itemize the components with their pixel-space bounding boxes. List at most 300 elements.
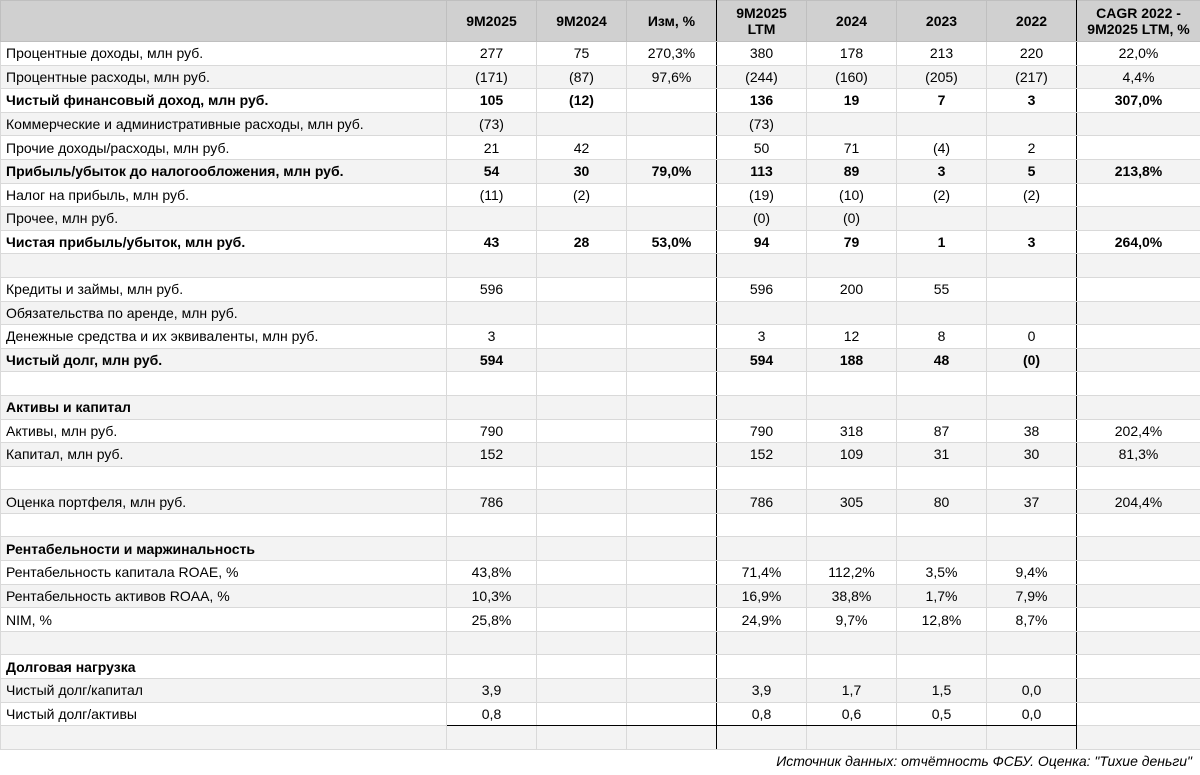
- value-cell: 19: [807, 89, 897, 113]
- table-row: [1, 136, 1200, 160]
- value-cell: 37: [987, 490, 1077, 514]
- value-cell: [897, 301, 987, 325]
- value-cell: [627, 89, 717, 113]
- row-label: Рентабельность капитала ROAE, %: [1, 561, 447, 585]
- value-cell: [537, 490, 627, 514]
- value-cell: [987, 466, 1077, 490]
- row-label: Коммерческие и административные расходы, млн руб.: [1, 112, 447, 136]
- value-cell: [627, 372, 717, 396]
- row-label: Капитал, млн руб.: [1, 443, 447, 467]
- table-row: [1, 348, 1200, 372]
- value-cell: [1077, 537, 1200, 561]
- row-label: Оценка портфеля, млн руб.: [1, 490, 447, 514]
- table-row: [1, 159, 1200, 183]
- value-cell: [987, 372, 1077, 396]
- row-label: Кредиты и займы, млн руб.: [1, 277, 447, 301]
- value-cell: [627, 631, 717, 655]
- value-cell: [897, 395, 987, 419]
- value-cell: [807, 631, 897, 655]
- value-cell: 1,5: [897, 679, 987, 703]
- value-cell: [627, 726, 717, 750]
- value-cell: 596: [447, 277, 537, 301]
- value-cell: [537, 608, 627, 632]
- row-label: [1, 254, 447, 278]
- value-cell: 3: [717, 325, 807, 349]
- value-cell: [537, 207, 627, 231]
- value-cell: 264,0%: [1077, 230, 1200, 254]
- row-label: [1, 466, 447, 490]
- value-cell: 38: [987, 419, 1077, 443]
- value-cell: 8: [897, 325, 987, 349]
- value-cell: [717, 513, 807, 537]
- value-cell: [627, 702, 717, 726]
- table-row: [1, 726, 1200, 750]
- value-cell: [717, 301, 807, 325]
- value-cell: 380: [717, 42, 807, 66]
- value-cell: [987, 655, 1077, 679]
- value-cell: [537, 348, 627, 372]
- value-cell: (0): [987, 348, 1077, 372]
- value-cell: [447, 537, 537, 561]
- value-cell: [1077, 277, 1200, 301]
- value-cell: 113: [717, 159, 807, 183]
- value-cell: (244): [717, 65, 807, 89]
- value-cell: 3,5%: [897, 561, 987, 585]
- value-cell: [537, 254, 627, 278]
- value-cell: 38,8%: [807, 584, 897, 608]
- value-cell: [987, 207, 1077, 231]
- value-cell: 3,9: [447, 679, 537, 703]
- value-cell: 31: [897, 443, 987, 467]
- value-cell: 178: [807, 42, 897, 66]
- value-cell: [537, 325, 627, 349]
- value-cell: [627, 513, 717, 537]
- table-row: [1, 466, 1200, 490]
- value-cell: 89: [807, 159, 897, 183]
- row-label: Процентные доходы, млн руб.: [1, 42, 447, 66]
- value-cell: 3: [987, 230, 1077, 254]
- value-cell: [1077, 726, 1200, 750]
- value-cell: 9,4%: [987, 561, 1077, 585]
- table-row: [1, 254, 1200, 278]
- table-row: [1, 584, 1200, 608]
- column-header: 9M2025: [447, 1, 537, 42]
- value-cell: 790: [717, 419, 807, 443]
- value-cell: 220: [987, 42, 1077, 66]
- value-cell: [987, 726, 1077, 750]
- row-label: Прибыль/убыток до налогообложения, млн руб.: [1, 159, 447, 183]
- value-cell: 3: [987, 89, 1077, 113]
- value-cell: [537, 443, 627, 467]
- value-cell: 0,8: [717, 702, 807, 726]
- value-cell: [627, 395, 717, 419]
- value-cell: [627, 136, 717, 160]
- value-cell: (73): [717, 112, 807, 136]
- value-cell: 48: [897, 348, 987, 372]
- value-cell: 0,6: [807, 702, 897, 726]
- value-cell: [717, 372, 807, 396]
- table-row: [1, 419, 1200, 443]
- value-cell: 596: [717, 277, 807, 301]
- value-cell: [627, 207, 717, 231]
- value-cell: [1077, 631, 1200, 655]
- footer-divider: [0, 749, 1200, 750]
- table-row: [1, 679, 1200, 703]
- value-cell: [717, 726, 807, 750]
- value-cell: [807, 301, 897, 325]
- value-cell: [1077, 608, 1200, 632]
- row-label: Процентные расходы, млн руб.: [1, 65, 447, 89]
- value-cell: [1077, 395, 1200, 419]
- value-cell: [537, 419, 627, 443]
- header-label-column: [1, 1, 447, 42]
- value-cell: [807, 513, 897, 537]
- value-cell: 1,7: [807, 679, 897, 703]
- value-cell: [807, 254, 897, 278]
- value-cell: 30: [987, 443, 1077, 467]
- value-cell: (160): [807, 65, 897, 89]
- value-cell: [447, 726, 537, 750]
- value-cell: [447, 207, 537, 231]
- value-cell: [447, 372, 537, 396]
- value-cell: [897, 372, 987, 396]
- value-cell: [447, 301, 537, 325]
- value-cell: [897, 112, 987, 136]
- value-cell: [1077, 112, 1200, 136]
- value-cell: [627, 254, 717, 278]
- row-label: [1, 513, 447, 537]
- value-cell: [987, 277, 1077, 301]
- value-cell: 79: [807, 230, 897, 254]
- value-cell: 270,3%: [627, 42, 717, 66]
- value-cell: 318: [807, 419, 897, 443]
- value-cell: 786: [717, 490, 807, 514]
- value-cell: (4): [897, 136, 987, 160]
- row-label: Чистый долг/активы: [1, 702, 447, 726]
- value-cell: 109: [807, 443, 897, 467]
- value-cell: (11): [447, 183, 537, 207]
- value-cell: [627, 679, 717, 703]
- value-cell: [627, 561, 717, 585]
- column-header: 2022: [987, 1, 1077, 42]
- value-cell: [717, 466, 807, 490]
- value-cell: (2): [897, 183, 987, 207]
- row-label: Чистый долг, млн руб.: [1, 348, 447, 372]
- value-cell: 80: [897, 490, 987, 514]
- value-cell: 3: [447, 325, 537, 349]
- value-cell: 10,3%: [447, 584, 537, 608]
- table-row: [1, 702, 1200, 726]
- value-cell: 4,4%: [1077, 65, 1200, 89]
- row-label: Рентабельности и маржинальность: [1, 537, 447, 561]
- value-cell: 9,7%: [807, 608, 897, 632]
- value-cell: (2): [987, 183, 1077, 207]
- value-cell: 43: [447, 230, 537, 254]
- value-cell: [627, 183, 717, 207]
- value-cell: [897, 631, 987, 655]
- value-cell: 213: [897, 42, 987, 66]
- value-cell: [807, 537, 897, 561]
- value-cell: [807, 466, 897, 490]
- value-cell: [1077, 679, 1200, 703]
- value-cell: 152: [447, 443, 537, 467]
- value-cell: [807, 655, 897, 679]
- value-cell: 7: [897, 89, 987, 113]
- value-cell: [537, 277, 627, 301]
- value-cell: 28: [537, 230, 627, 254]
- value-cell: [1077, 183, 1200, 207]
- value-cell: [897, 207, 987, 231]
- value-cell: [1077, 348, 1200, 372]
- table-row: [1, 112, 1200, 136]
- column-header: CAGR 2022 - 9M2025 LTM, %: [1077, 1, 1200, 42]
- value-cell: 71: [807, 136, 897, 160]
- row-label: Активы и капитал: [1, 395, 447, 419]
- table-row: [1, 183, 1200, 207]
- value-cell: [717, 254, 807, 278]
- row-label: Чистая прибыль/убыток, млн руб.: [1, 230, 447, 254]
- column-header: Изм, %: [627, 1, 717, 42]
- source-note: Источник данных: отчётность ФСБУ. Оценка: "Тихие деньги": [776, 753, 1192, 769]
- value-cell: [1077, 561, 1200, 585]
- value-cell: [807, 395, 897, 419]
- value-cell: 22,0%: [1077, 42, 1200, 66]
- value-cell: [537, 561, 627, 585]
- value-cell: [627, 348, 717, 372]
- value-cell: 786: [447, 490, 537, 514]
- row-label: Прочее, млн руб.: [1, 207, 447, 231]
- value-cell: 152: [717, 443, 807, 467]
- value-cell: 0,5: [897, 702, 987, 726]
- column-header: 2024: [807, 1, 897, 42]
- column-header: 2023: [897, 1, 987, 42]
- value-cell: 305: [807, 490, 897, 514]
- value-cell: 202,4%: [1077, 419, 1200, 443]
- value-cell: [627, 325, 717, 349]
- value-cell: 12,8%: [897, 608, 987, 632]
- table-row: [1, 443, 1200, 467]
- value-cell: [807, 726, 897, 750]
- value-cell: 204,4%: [1077, 490, 1200, 514]
- value-cell: [627, 301, 717, 325]
- value-cell: 87: [897, 419, 987, 443]
- value-cell: 97,6%: [627, 65, 717, 89]
- value-cell: [1077, 254, 1200, 278]
- value-cell: 277: [447, 42, 537, 66]
- value-cell: [987, 301, 1077, 325]
- table-row: [1, 561, 1200, 585]
- value-cell: 53,0%: [627, 230, 717, 254]
- value-cell: [897, 537, 987, 561]
- value-cell: 12: [807, 325, 897, 349]
- value-cell: 50: [717, 136, 807, 160]
- table-row: [1, 537, 1200, 561]
- value-cell: 54: [447, 159, 537, 183]
- value-cell: [627, 466, 717, 490]
- value-cell: [807, 112, 897, 136]
- value-cell: [987, 395, 1077, 419]
- value-cell: 213,8%: [1077, 159, 1200, 183]
- value-cell: 594: [717, 348, 807, 372]
- value-cell: 25,8%: [447, 608, 537, 632]
- value-cell: (171): [447, 65, 537, 89]
- value-cell: [447, 655, 537, 679]
- value-cell: 3,9: [717, 679, 807, 703]
- value-cell: 30: [537, 159, 627, 183]
- row-label: [1, 726, 447, 750]
- value-cell: 55: [897, 277, 987, 301]
- value-cell: 94: [717, 230, 807, 254]
- table-row: [1, 372, 1200, 396]
- value-cell: [717, 395, 807, 419]
- value-cell: 0,0: [987, 679, 1077, 703]
- value-cell: [627, 537, 717, 561]
- table-body: [1, 42, 1200, 750]
- value-cell: [537, 537, 627, 561]
- value-cell: [1077, 513, 1200, 537]
- value-cell: [1077, 655, 1200, 679]
- value-cell: (87): [537, 65, 627, 89]
- table-row: [1, 395, 1200, 419]
- value-cell: 16,9%: [717, 584, 807, 608]
- value-cell: [447, 631, 537, 655]
- value-cell: 105: [447, 89, 537, 113]
- table-row: [1, 490, 1200, 514]
- value-cell: 3: [897, 159, 987, 183]
- value-cell: [1077, 301, 1200, 325]
- value-cell: [987, 112, 1077, 136]
- value-cell: 21: [447, 136, 537, 160]
- value-cell: (0): [807, 207, 897, 231]
- value-cell: (12): [537, 89, 627, 113]
- table-row: [1, 277, 1200, 301]
- value-cell: [537, 726, 627, 750]
- column-header: 9M2024: [537, 1, 627, 42]
- table-row: [1, 655, 1200, 679]
- value-cell: 136: [717, 89, 807, 113]
- value-cell: [627, 608, 717, 632]
- table-row: [1, 325, 1200, 349]
- value-cell: [447, 254, 537, 278]
- value-cell: (10): [807, 183, 897, 207]
- value-cell: 0,0: [987, 702, 1077, 726]
- value-cell: (2): [537, 183, 627, 207]
- value-cell: 307,0%: [1077, 89, 1200, 113]
- value-cell: [1077, 466, 1200, 490]
- value-cell: 1,7%: [897, 584, 987, 608]
- value-cell: [1077, 584, 1200, 608]
- value-cell: [717, 631, 807, 655]
- value-cell: [447, 395, 537, 419]
- value-cell: 7,9%: [987, 584, 1077, 608]
- value-cell: [897, 466, 987, 490]
- value-cell: [537, 513, 627, 537]
- header-row: [1, 1, 1200, 42]
- value-cell: (205): [897, 65, 987, 89]
- value-cell: [897, 254, 987, 278]
- value-cell: (0): [717, 207, 807, 231]
- value-cell: 0: [987, 325, 1077, 349]
- value-cell: 594: [447, 348, 537, 372]
- value-cell: 1: [897, 230, 987, 254]
- value-cell: 24,9%: [717, 608, 807, 632]
- table-row: [1, 89, 1200, 113]
- value-cell: [897, 513, 987, 537]
- value-cell: 8,7%: [987, 608, 1077, 632]
- row-label: [1, 631, 447, 655]
- row-label: Чистый финансовый доход, млн руб.: [1, 89, 447, 113]
- value-cell: [447, 513, 537, 537]
- value-cell: [1077, 136, 1200, 160]
- value-cell: [537, 395, 627, 419]
- value-cell: [627, 419, 717, 443]
- value-cell: (73): [447, 112, 537, 136]
- value-cell: [537, 466, 627, 490]
- value-cell: [537, 301, 627, 325]
- value-cell: [717, 537, 807, 561]
- value-cell: 5: [987, 159, 1077, 183]
- row-label: Активы, млн руб.: [1, 419, 447, 443]
- row-label: NIM, %: [1, 608, 447, 632]
- row-label: Денежные средства и их эквиваленты, млн руб.: [1, 325, 447, 349]
- value-cell: 188: [807, 348, 897, 372]
- value-cell: [1077, 372, 1200, 396]
- value-cell: [537, 679, 627, 703]
- value-cell: (19): [717, 183, 807, 207]
- table-row: [1, 301, 1200, 325]
- value-cell: [987, 631, 1077, 655]
- value-cell: [1077, 702, 1200, 726]
- value-cell: [987, 254, 1077, 278]
- value-cell: [537, 702, 627, 726]
- table-row: [1, 207, 1200, 231]
- value-cell: 79,0%: [627, 159, 717, 183]
- value-cell: [537, 584, 627, 608]
- value-cell: 790: [447, 419, 537, 443]
- value-cell: 200: [807, 277, 897, 301]
- row-label: Долговая нагрузка: [1, 655, 447, 679]
- row-label: Налог на прибыль, млн руб.: [1, 183, 447, 207]
- value-cell: [897, 726, 987, 750]
- value-cell: 42: [537, 136, 627, 160]
- value-cell: 75: [537, 42, 627, 66]
- table-row: [1, 631, 1200, 655]
- value-cell: (217): [987, 65, 1077, 89]
- value-cell: [1077, 325, 1200, 349]
- value-cell: [807, 372, 897, 396]
- value-cell: 0,8: [447, 702, 537, 726]
- table-row: [1, 230, 1200, 254]
- value-cell: [537, 655, 627, 679]
- table-row: [1, 608, 1200, 632]
- value-cell: [447, 466, 537, 490]
- value-cell: [717, 655, 807, 679]
- value-cell: [537, 372, 627, 396]
- value-cell: 112,2%: [807, 561, 897, 585]
- value-cell: [627, 443, 717, 467]
- value-cell: [627, 655, 717, 679]
- column-header: 9M2025 LTM: [717, 1, 807, 42]
- value-cell: 43,8%: [447, 561, 537, 585]
- value-cell: 71,4%: [717, 561, 807, 585]
- row-label: Обязательства по аренде, млн руб.: [1, 301, 447, 325]
- row-label: Чистый долг/капитал: [1, 679, 447, 703]
- row-label: [1, 372, 447, 396]
- table-row: [1, 65, 1200, 89]
- value-cell: [1077, 207, 1200, 231]
- table-row: [1, 513, 1200, 537]
- table-row: [1, 42, 1200, 66]
